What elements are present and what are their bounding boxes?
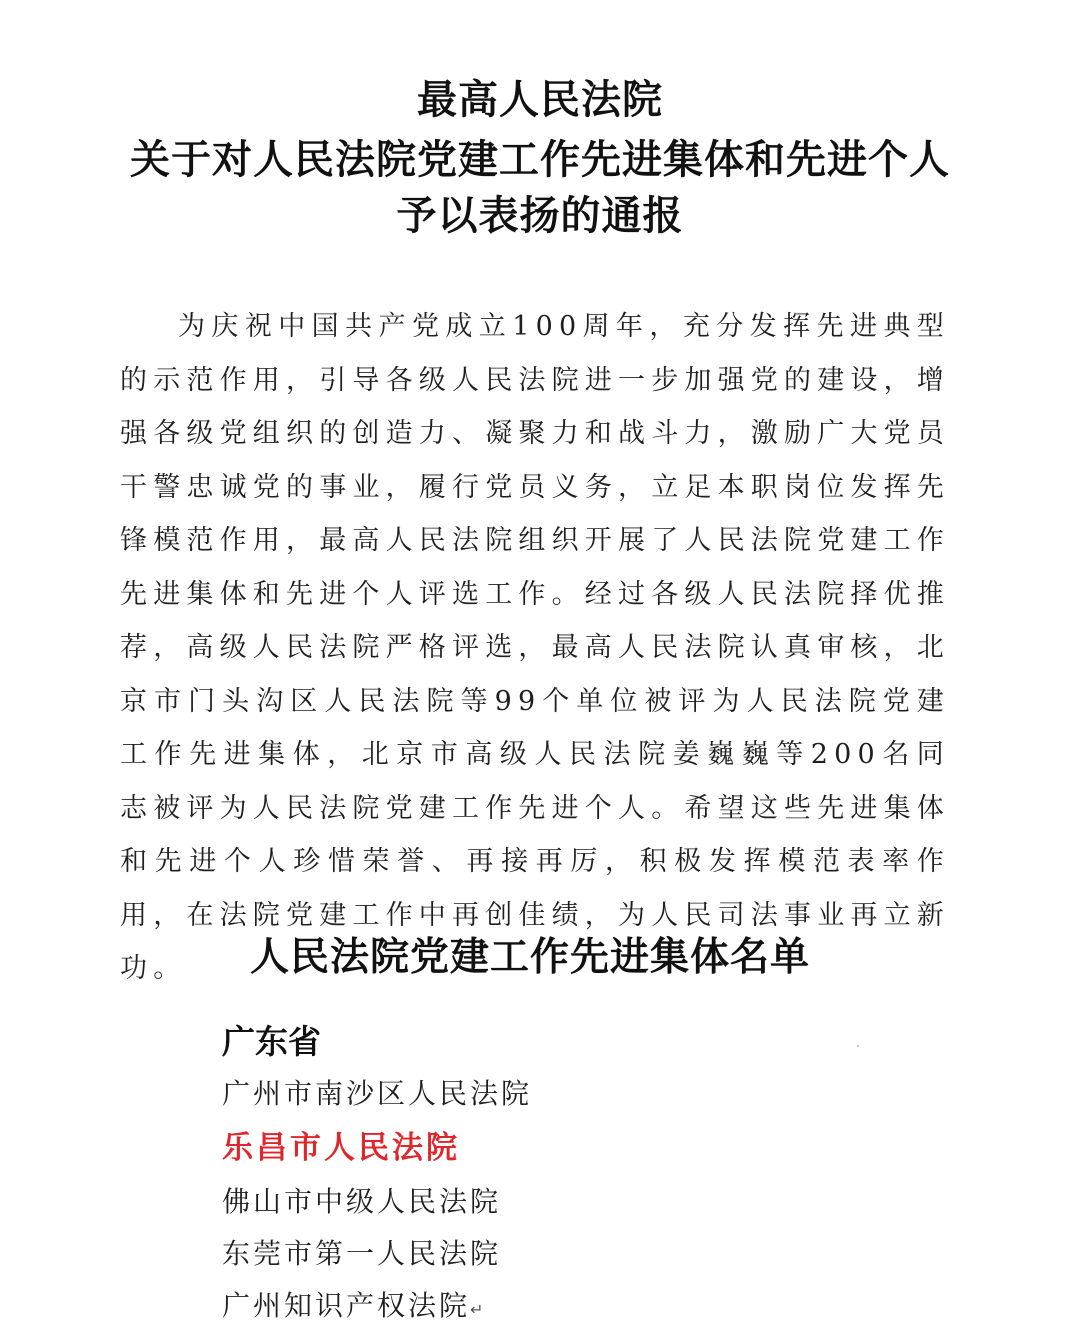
list-title: 人民法院党建工作先进集体名单: [249, 935, 810, 980]
court-name: 广州知识产权法院: [222, 1289, 471, 1322]
body-paragraph: 为庆祝中国共产党成立100周年，充分发挥先进典型的示范作用，引导各级人民法院进一步加强党的建设，增强各级党组织的创造力、凝聚力和战斗力，激励广大党员干警忠诚党的事业，履行党员义务，立足本职岗位发挥先锋模范作用，最高人民法院组织开展了人民法院党建工作先进集体和先进个人评选工作。经过各级人民法院择优推荐，高级人民法院严格评选，最高人民法院认真审核，北京市门头沟区人民法院等99个单位被评为人民法院党建工作先进集体，北京市高级人民法院姜巍巍等200名同志被评为人民法院党建工作先进个人。希望这些先进集体和先进个人珍惜荣誉、再接再厉，积极发挥模范表率作用，在法院党建工作中再创佳绩，为人民司法事业再立新功。: [120, 311, 950, 984]
court-list: [222, 1068, 532, 1336]
court-name: 广州市南沙区人民法院: [222, 1077, 533, 1110]
court-name: 乐昌市人民法院: [222, 1130, 460, 1166]
title-subject-end: 予以表扬的通报: [396, 192, 684, 239]
court-item-guangzhou-ip: [222, 1280, 532, 1336]
scan-speck: [857, 1045, 859, 1047]
court-name: 佛山市中级人民法院: [222, 1185, 502, 1218]
title-issuer: 最高人民法院: [417, 76, 663, 123]
province-heading: 广东省: [222, 1022, 321, 1061]
court-item-foshan: [222, 1176, 532, 1228]
paragraph-mark-icon: ↵: [470, 1300, 484, 1319]
court-item-dongguan: [222, 1228, 532, 1280]
court-name: 东莞市第一人民法院: [222, 1237, 502, 1270]
court-item-lechang-highlighted: [222, 1120, 532, 1176]
title-subject: 关于对人民法院党建工作先进集体和先进个人: [130, 136, 950, 183]
court-item-nansha: [222, 1068, 532, 1120]
